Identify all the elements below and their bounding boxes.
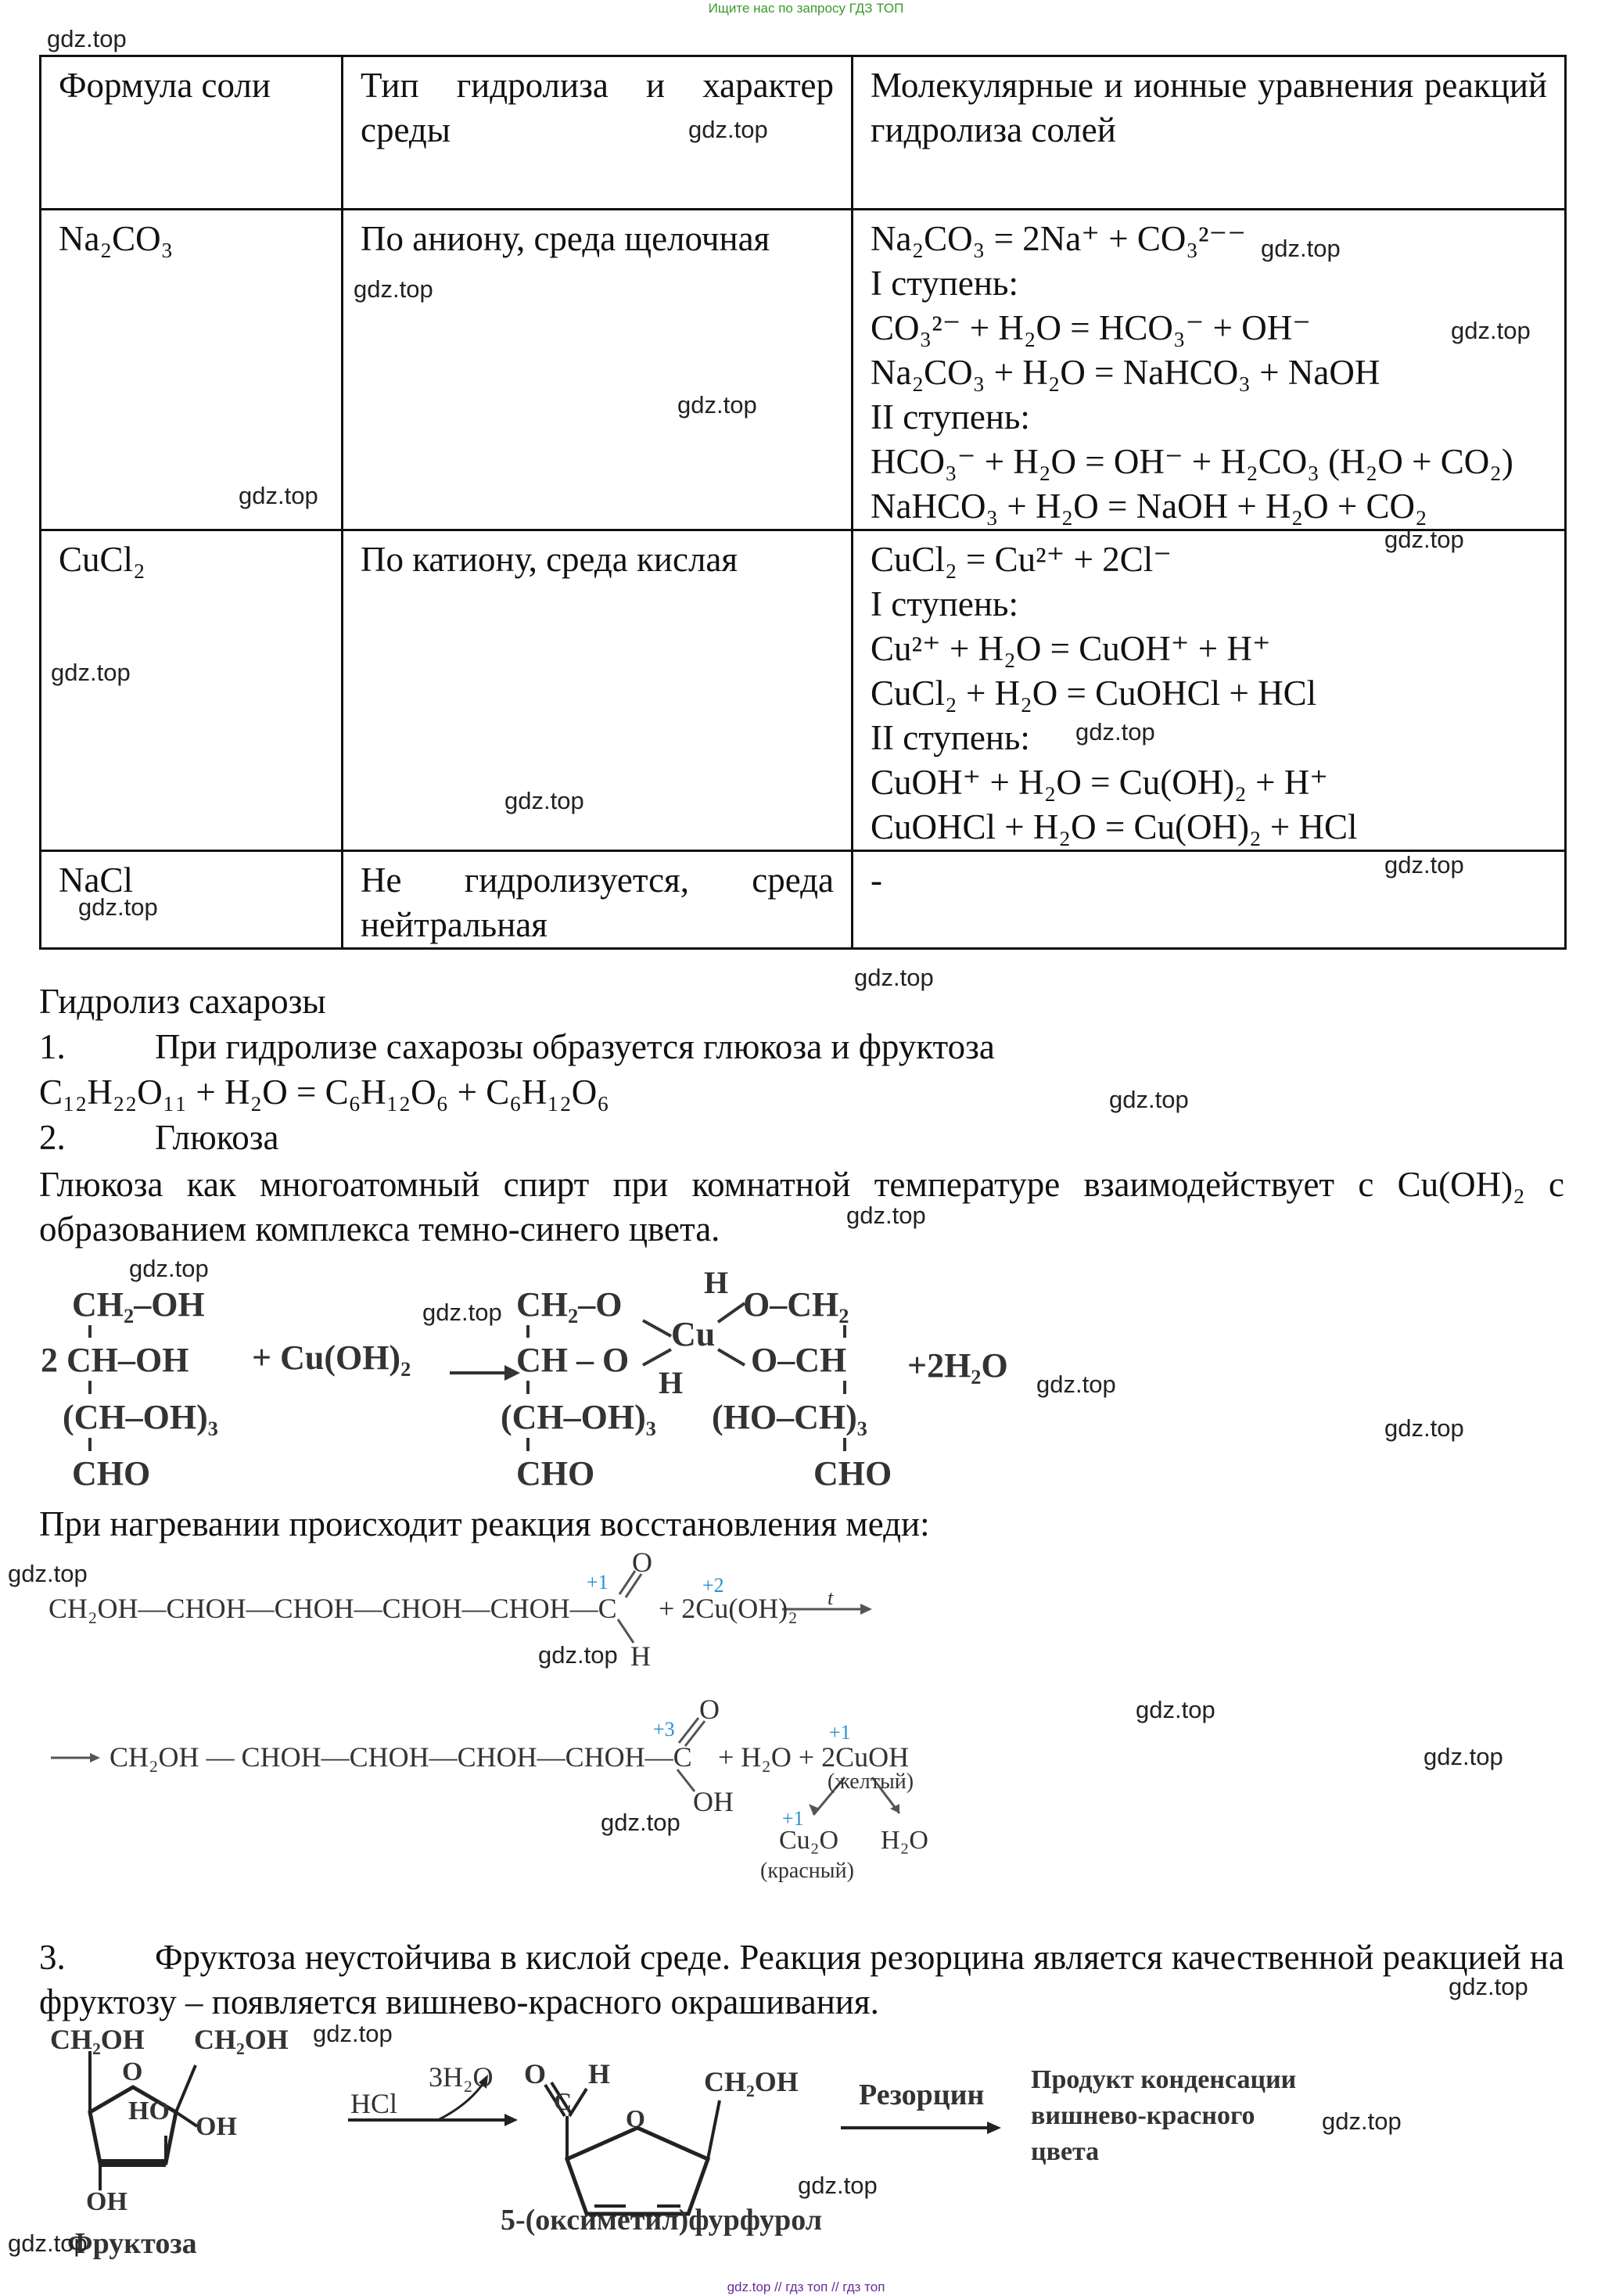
- watermark: gdz.top: [1384, 1414, 1464, 1442]
- color-note: (красный): [760, 1859, 854, 1883]
- watermark: gdz.top: [1136, 1696, 1215, 1723]
- group-label: CH₂OH: [194, 2024, 289, 2055]
- oxidation-state: +1: [587, 1571, 609, 1594]
- type-line: нейтральная: [361, 905, 548, 944]
- chain-formula: CH₂OH — CHOH—CHOH—CHOH—CHOH—C: [110, 1741, 692, 1773]
- hydrogen-atom: H: [659, 1365, 684, 1400]
- product: +2H₂O: [907, 1346, 1008, 1385]
- watermark: gdz.top: [1384, 526, 1464, 553]
- catalyst-label: HCl: [350, 2088, 398, 2119]
- item-text: Глюкоза: [155, 1118, 279, 1157]
- watermark: gdz.top: [1451, 317, 1531, 344]
- water-label: 3H₂O: [429, 2061, 494, 2093]
- aldehyde-oxygen: O: [524, 2058, 547, 2089]
- product-label: вишнево-красного: [1031, 2101, 1255, 2130]
- bottom-note: gdz.top // гдз топ // гдз топ: [727, 2280, 885, 2294]
- equation-line: NaHCO₃ + H₂O = NaOH + H₂O + CO₂: [871, 487, 1427, 526]
- aldehyde-hydrogen: H: [588, 2058, 611, 2089]
- ring-oxygen: O: [122, 2057, 143, 2086]
- group-label: CH₂OH: [704, 2066, 799, 2097]
- formula-line: CHO: [813, 1454, 892, 1493]
- oxygen-atom: O: [632, 1547, 652, 1578]
- watermark: gdz.top: [51, 659, 131, 686]
- watermark: gdz.top: [1449, 1973, 1528, 2000]
- watermark: gdz.top: [354, 275, 433, 303]
- watermark: gdz.top: [538, 1641, 618, 1669]
- item-number: 3.: [39, 1938, 66, 1977]
- cell-formula: NaCl: [41, 851, 343, 949]
- hydrogen-atom: H: [704, 1265, 729, 1300]
- watermark: gdz.top: [1322, 2107, 1402, 2135]
- formula-line: CH₂–O: [516, 1285, 623, 1324]
- furan-oxygen: O: [626, 2104, 645, 2133]
- formula-line: CHO: [72, 1454, 151, 1493]
- formula-line: O–CH: [751, 1341, 847, 1379]
- heating-text: При нагревании происходит реакция восстановления меди:: [39, 1504, 930, 1543]
- sucrose-title: Гидролиз сахарозы: [39, 982, 326, 1021]
- watermark: gdz.top: [422, 1299, 502, 1326]
- top-note: Ищите нас по запросу ГДЗ ТОП: [708, 1, 904, 16]
- watermark: gdz.top: [129, 1255, 209, 1282]
- product-label: Продукт конденсации: [1031, 2065, 1297, 2094]
- item-number: 1.: [39, 1027, 66, 1066]
- item-text: При гидролизе сахарозы образуется глюкоза и фруктоза: [155, 1027, 995, 1066]
- oxidation-state: +3: [653, 1718, 675, 1741]
- watermark: gdz.top: [8, 1560, 88, 1587]
- glucose-paragraph: Глюкоза как многоатомный спирт при комнатной температуре взаимодействует с Cu(OH)₂ с образованием комплекса темно-синего цвета.: [39, 1165, 1564, 1249]
- header-formula: Формула соли: [41, 56, 343, 210]
- watermark: gdz.top: [688, 116, 768, 143]
- header-equations: Молекулярные и ионные уравнения реакций гидролиза солей: [853, 56, 1566, 210]
- cell-type: По аниону, среда щелочная: [343, 210, 853, 530]
- chain-formula: CH₂OH—CHOH—CHOH—CHOH—CHOH—C: [48, 1593, 617, 1624]
- temperature-label: t: [828, 1586, 834, 1609]
- color-note: (желтый): [828, 1770, 914, 1794]
- oxidation-state: +1: [829, 1721, 851, 1744]
- reagent: + 2Cu(OH)₂: [659, 1593, 798, 1624]
- aldehyde-carbon: C: [554, 2087, 573, 2115]
- group-label: CH₂OH: [50, 2024, 145, 2055]
- equation-line: Na₂CO₃ = 2Na⁺ + CO₃²⁻⁻: [871, 219, 1247, 258]
- product-label: цвета: [1031, 2137, 1100, 2166]
- equation-line: Cu²⁺ + H₂O = CuOH⁺ + H⁺: [871, 629, 1271, 668]
- equation-line: I ступень:: [871, 584, 1018, 623]
- sucrose-equation: C₁₂H₂₂O₁₁ + H₂O = C₆H₁₂O₆ + C₆H₁₂O₆: [39, 1073, 609, 1112]
- group-label: OH: [86, 2187, 127, 2216]
- formula-line: (CH–OH)₃: [63, 1398, 218, 1436]
- cell-formula: CuCl₂: [41, 530, 343, 851]
- watermark: gdz.top: [677, 391, 757, 419]
- hmf-label: 5-(оксиметил)фурфурол: [501, 2204, 823, 2237]
- formula-line: (CH–OH)₃: [501, 1398, 656, 1436]
- watermark: gdz.top: [854, 964, 934, 991]
- watermark: gdz.top: [1036, 1371, 1116, 1398]
- formula-line: CH – O: [516, 1341, 630, 1379]
- formula-line: CHO: [516, 1454, 595, 1493]
- cell-formula: Na₂CO₃: [41, 210, 343, 530]
- equation-line: CO₃²⁻ + H₂O = HCO₃⁻ + OH⁻: [871, 308, 1311, 347]
- fructose-label: Фруктоза: [67, 2227, 197, 2260]
- oxidation-state: +1: [782, 1807, 804, 1830]
- watermark: gdz.top: [1424, 1743, 1503, 1770]
- formula-line: CH₂–OH: [72, 1285, 205, 1324]
- equation-line: HCO₃⁻ + H₂O = OH⁻ + H₂CO₃ (H₂O + CO₂): [871, 442, 1513, 481]
- equation-line: Na₂CO₃ + H₂O = NaHCO₃ + NaOH: [871, 353, 1380, 392]
- equation-line: I ступень:: [871, 264, 1018, 303]
- water: H₂O: [881, 1826, 928, 1855]
- copper-atom: Cu: [671, 1315, 716, 1353]
- watermark: gdz.top: [601, 1809, 680, 1836]
- hydroxyl: OH: [693, 1786, 734, 1817]
- oxidation-state: +2: [702, 1574, 724, 1597]
- type-line: Не гидролизуется, среда: [361, 861, 834, 900]
- formula-line: 2 CH–OH: [41, 1341, 189, 1379]
- group-label: HO: [128, 2097, 170, 2125]
- watermark: gdz.top: [798, 2172, 878, 2199]
- item-number: 2.: [39, 1118, 66, 1157]
- watermark: gdz.top: [1109, 1086, 1189, 1113]
- formula-line: (HO–CH)₃: [712, 1398, 867, 1436]
- cell-type: По катиону, среда кислая: [343, 530, 853, 851]
- watermark: gdz.top: [1075, 718, 1155, 746]
- watermark: gdz.top: [504, 787, 584, 814]
- reagent: + Cu(OH)₂: [252, 1338, 411, 1377]
- products: + H₂O + 2CuOH: [718, 1741, 910, 1773]
- watermark: gdz.top: [1384, 851, 1464, 879]
- watermark: gdz.top: [1261, 235, 1341, 262]
- hydrogen-atom: H: [630, 1640, 651, 1672]
- watermark: gdz.top: [239, 482, 318, 509]
- watermark: gdz.top: [78, 893, 158, 921]
- fructose-paragraph: Фруктоза неустойчива в кислой среде. Реакция резорцина является качественной реакцией на фруктозу – появляется вишнево-красного окрашивания.: [39, 1938, 1564, 2021]
- copper-oxide: Cu₂O: [779, 1826, 839, 1855]
- header-type: Тип гидролиза и характер среды: [343, 56, 853, 210]
- reagent-label: Резорцин: [859, 2079, 985, 2111]
- group-label: OH: [196, 2112, 237, 2141]
- equation-line: II ступень:: [871, 718, 1030, 757]
- cell-equations: -: [853, 851, 1566, 949]
- formula-line: O–CH₂: [743, 1285, 849, 1324]
- equation-line: CuCl₂ = Cu²⁺ + 2Cl⁻: [871, 540, 1172, 579]
- equation-line: II ступень:: [871, 397, 1030, 437]
- watermark: gdz.top: [313, 2020, 393, 2047]
- watermark: gdz.top: [47, 25, 127, 52]
- watermark: gdz.top: [846, 1202, 926, 1229]
- equation-line: CuCl₂ + H₂O = CuOHCl + HCl: [871, 674, 1317, 713]
- equation-line: CuOHCl + H₂O = Cu(OH)₂ + HCl: [871, 807, 1358, 846]
- watermark: gdz.top: [8, 2230, 88, 2257]
- equation-line: CuOH⁺ + H₂O = Cu(OH)₂ + H⁺: [871, 763, 1328, 802]
- oxygen-atom: O: [699, 1694, 720, 1725]
